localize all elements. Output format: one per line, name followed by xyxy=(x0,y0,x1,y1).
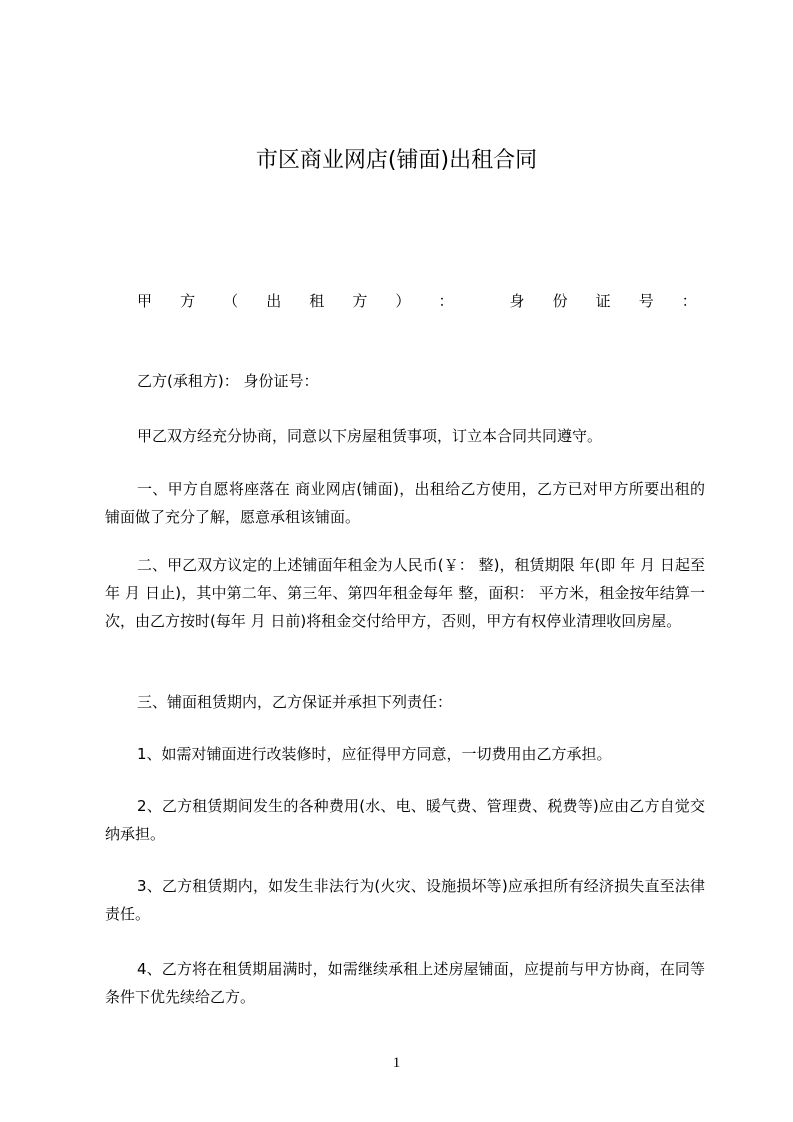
party-a-line xyxy=(137,290,697,311)
document-title: 市区商业网店(铺面)出租合同 xyxy=(255,148,538,173)
clause-1: 一、甲方自愿将座落在 商业网店(铺面)，出租给乙方使用，乙方已对甲方所要出租的铺面做了充分了解，愿意承租该铺面。 xyxy=(105,480,705,526)
clause-3: 三、铺面租赁期内，乙方保证并承担下列责任： xyxy=(137,693,453,711)
party-a-char: ） xyxy=(395,292,411,310)
party-a-char: 甲 xyxy=(137,292,153,310)
party-a-char: 租 xyxy=(309,292,325,310)
clause-3-item-1: 1、如需对铺面进行改装修时，应征得甲方同意，一切费用由乙方承担。 xyxy=(137,745,612,763)
party-a-char: 身 xyxy=(509,292,525,310)
party-a-char: 号 xyxy=(638,292,654,310)
party-a-char: 证 xyxy=(595,292,611,310)
intro-paragraph: 甲乙双方经充分协商，同意以下房屋租赁事项，订立本合同共同遵守。 xyxy=(137,427,603,445)
party-a-char: ： xyxy=(681,292,697,310)
page-number: 1 xyxy=(392,1055,401,1071)
clause-2: 二、甲乙双方议定的上述铺面年租金为人民币(￥： 整)，租赁期限 年(即 年 月 日起至 年 月 日止)，其中第二年、第三年、第四年租金每年 整，面积： 平方米，租金按年结算一次，由乙方按时(每年 月 日前)将租金交付给甲方，否则，甲方有权停业清理收回房屋。 xyxy=(105,556,705,630)
party-b-line: 乙方(承租方)： 身份证号： xyxy=(137,372,319,390)
clause-3-item-3: 3、乙方租赁期内，如发生非法行为(火灾、设施损坏等)应承担所有经济损失直至法律责任。 xyxy=(105,877,705,923)
party-a-char: 方 xyxy=(180,292,196,310)
party-a-char: 方 xyxy=(352,292,368,310)
party-a-char: 出 xyxy=(266,292,282,310)
clause-3-item-2: 2、乙方租赁期间发生的各种费用(水、电、暖气费、管理费、税费等)应由乙方自觉交纳承担。 xyxy=(105,797,705,843)
party-a-char: （ xyxy=(223,292,239,310)
party-a-char: 份 xyxy=(552,292,568,310)
clause-3-item-4: 4、乙方将在租赁期届满时，如需继续承租上述房屋铺面，应提前与甲方协商，在同等条件下优先续给乙方。 xyxy=(105,960,705,1006)
party-a-char: ： xyxy=(438,292,454,310)
